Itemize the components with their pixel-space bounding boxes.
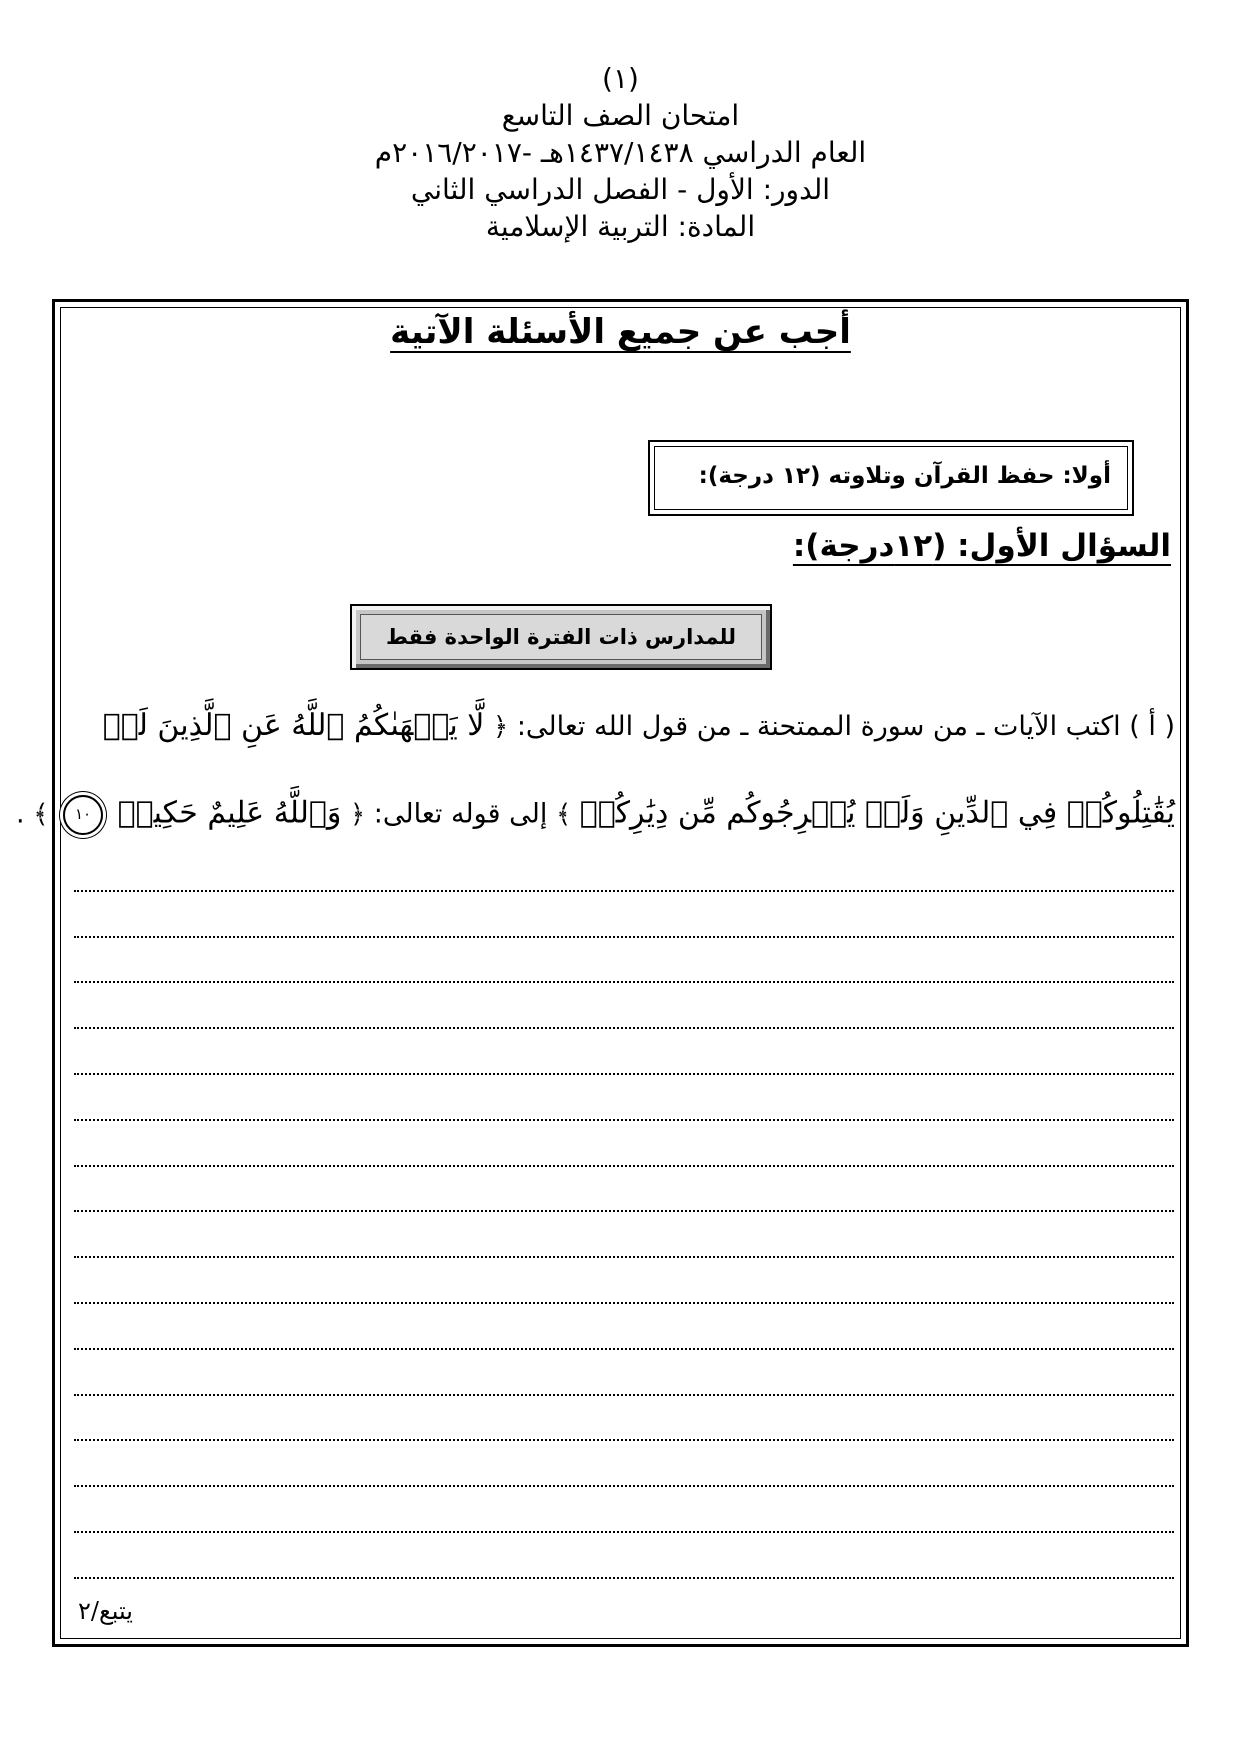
answer-line[interactable] [74, 1222, 1174, 1268]
continue-footer: يتبع/٢ [78, 1597, 133, 1625]
answer-line[interactable] [74, 948, 1174, 994]
answer-line[interactable] [74, 902, 1174, 948]
verse-start-part-1: لَّا يَنۡهَىٰكُمُ ٱللَّهُ عَنِ ٱلَّذِينَ لَمۡ [102, 708, 485, 743]
exam-session: الدور: الأول - الفصل الدراسي الثاني [410, 173, 831, 206]
ornate-bracket-open: ﴿ [492, 712, 509, 742]
answer-line[interactable] [74, 1085, 1174, 1131]
schools-note-text: للمدارس ذات الفترة الواحدة فقط [360, 614, 762, 660]
verse-end: وَٱللَّهُ عَلِيمٌ حَكِيمٞ [117, 795, 342, 831]
schools-note-box [350, 604, 772, 670]
answer-line[interactable] [74, 1131, 1174, 1177]
part-a-prefix: ( أ ) اكتب الآيات ـ من سورة الممتحنة ـ من قول الله تعالى: [516, 711, 1175, 742]
part-a-instruction-line-1 [68, 708, 1175, 743]
answer-line[interactable] [74, 856, 1174, 902]
ornate-bracket-open-2: ﴿ [349, 799, 366, 830]
ayah-number-marker: ١٠ [63, 795, 103, 835]
part-a-instruction-line-2: يُقَٰتِلُوكُمۡ فِي ٱلدِّينِ وَلَمۡ يُخۡرِجُوكُم مِّن دِيَٰرِكُمۡ ﴾ إلى قوله تعالى: ﴿ وَٱللَّهُ عَلِيمٌ حَكِيمٞ ١٠ ﴾ . [68, 795, 1175, 835]
answer-line[interactable] [74, 1451, 1174, 1497]
answer-line[interactable] [74, 1497, 1174, 1543]
answer-line[interactable] [74, 1314, 1174, 1360]
ornate-bracket-close-2: ﴾ [33, 799, 49, 830]
answer-line[interactable] [74, 1268, 1174, 1314]
page-number: (١) [602, 62, 639, 95]
answer-line[interactable] [74, 1177, 1174, 1223]
main-instruction-title: أجب عن جميع الأسئلة الآتية [390, 312, 851, 352]
exam-header [0, 60, 1241, 245]
verse-start-part-2: يُقَٰتِلُوكُمۡ فِي ٱلدِّينِ وَلَمۡ يُخۡرِجُوكُم مِّن دِيَٰرِكُمۡ [579, 795, 1175, 831]
answer-line[interactable] [74, 1406, 1174, 1452]
answer-line[interactable] [74, 1039, 1174, 1085]
section-title: أولا: حفظ القرآن وتلاوته (١٢ درجة): [654, 446, 1128, 510]
section-title-box [648, 440, 1134, 516]
answer-line[interactable] [74, 1360, 1174, 1406]
academic-year: العام الدراسي ١٤٣٧/١٤٣٨هـ -٢٠١٦/٢٠١٧م [374, 136, 867, 169]
exam-title: امتحان الصف التاسع [501, 99, 740, 132]
ornate-bracket-close: ﴾ [555, 799, 572, 830]
question-1-title: السؤال الأول: (١٢درجة): [792, 528, 1171, 564]
to-text: إلى قوله تعالى: [373, 798, 548, 830]
answer-line[interactable] [74, 1543, 1174, 1589]
exam-subject: المادة: التربية الإسلامية [485, 210, 756, 243]
answer-lines-area[interactable] [74, 856, 1174, 1589]
answer-line[interactable] [74, 993, 1174, 1039]
